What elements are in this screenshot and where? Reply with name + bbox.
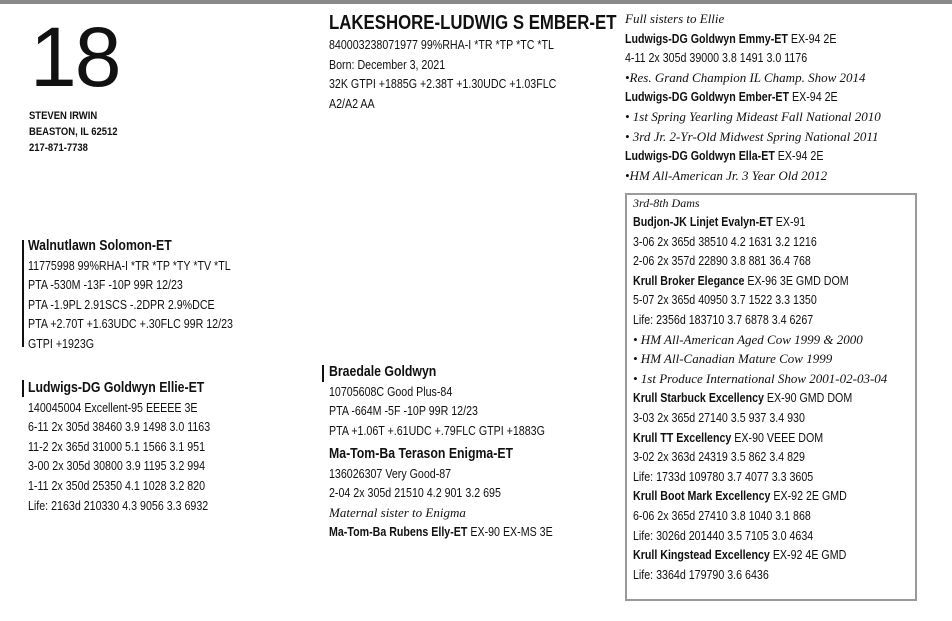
sister-entry bbox=[625, 146, 838, 166]
dam-ancestor-record: 3-06 2x 365d 38510 4.2 1631 3.2 1216 bbox=[633, 233, 817, 249]
dam-line: 1-11 2x 350d 25350 4.1 1028 3.2 820 bbox=[28, 477, 206, 493]
sister-class: EX-94 2E bbox=[787, 30, 837, 46]
dam-ancestor-award: • 1st Produce International Show 2001-02-03-04 bbox=[633, 370, 888, 386]
dam-ancestor-name: Krull Starbuck Excellency bbox=[633, 390, 764, 406]
grandsire-line: 10705608C Good Plus-84 bbox=[329, 383, 453, 399]
dam-ancestor-record: Life: 1733d 109780 3.7 4077 3.3 3605 bbox=[633, 468, 814, 484]
dam-line: 6-11 2x 305d 38460 3.9 1498 3.0 1163 bbox=[28, 419, 211, 435]
animal-name: LAKESHORE-LUDWIG S EMBER-ET bbox=[329, 12, 617, 34]
dam-ancestor-record: 3-02 2x 363d 24319 3.5 862 3.4 829 bbox=[633, 449, 805, 465]
dam-ancestor-record: Life: 3364d 179790 3.6 6436 bbox=[633, 566, 769, 582]
sister-award: •HM All-American Jr. 3 Year Old 2012 bbox=[625, 167, 828, 183]
dam-name: Ludwigs-DG Goldwyn Ellie-ET bbox=[28, 379, 205, 396]
consignor-city: BEASTON, IL 62512 bbox=[29, 126, 118, 138]
dam-ancestor-class: EX-90 VEEE DOM bbox=[731, 429, 824, 445]
dam-ancestor-record: 2-06 2x 357d 22890 3.8 881 36.4 768 bbox=[633, 253, 811, 269]
dams-list bbox=[633, 212, 900, 584]
dam-line: Life: 2163d 210330 4.3 9056 3.3 6932 bbox=[28, 497, 209, 513]
sister-award: •Res. Grand Champion IL Champ. Show 2014 bbox=[625, 69, 866, 85]
maternal-sister-name: Ma-Tom-Ba Rubens Elly-ET bbox=[329, 524, 468, 540]
grandsire-name: Braedale Goldwyn bbox=[329, 363, 437, 380]
sire-bracket bbox=[22, 240, 24, 347]
sire-line: GTPI +1923G bbox=[28, 335, 95, 351]
animal-line: 32K GTPI +1885G +2.38T +1.30UDC +1.03FLC bbox=[329, 76, 557, 92]
sister-class: EX-94 2E bbox=[774, 148, 824, 164]
dam-ancestor-entry bbox=[633, 212, 852, 232]
top-rule bbox=[0, 0, 952, 4]
dam-ancestor-name: Krull Broker Elegance bbox=[633, 272, 745, 288]
sister-award: • 1st Spring Yearling Mideast Fall National 2010 bbox=[625, 108, 881, 124]
sire-name: Walnutlawn Solomon-ET bbox=[28, 237, 172, 254]
sister-award: • 3rd Jr. 2-Yr-Old Midwest Spring National 2011 bbox=[625, 128, 879, 144]
granddam-line: 136026307 Very Good-87 bbox=[329, 465, 452, 481]
maternal-sister-heading: Maternal sister to Enigma bbox=[329, 504, 466, 520]
sister-name: Ludwigs-DG Goldwyn Ember-ET bbox=[625, 89, 790, 105]
animal-line: 840003238071977 99%RHA-I *TR *TP *TC *TL bbox=[329, 37, 554, 52]
grandsire-bracket bbox=[322, 365, 324, 382]
dam-ancestor-class: EX-90 GMD DOM bbox=[763, 390, 853, 406]
animal-block bbox=[329, 11, 671, 113]
sister-name: Ludwigs-DG Goldwyn Ella-ET bbox=[625, 148, 775, 164]
dam-ancestor-entry bbox=[633, 388, 852, 408]
dam-ancestor-entry bbox=[633, 428, 852, 448]
dam-ancestor-name: Krull TT Excellency bbox=[633, 429, 732, 445]
animal-line: Born: December 3, 2021 bbox=[329, 56, 446, 72]
dam-ancestor-record: Life: 3026d 201440 3.5 7105 3.0 4634 bbox=[633, 527, 814, 543]
grandsire-line: PTA +1.06T +.61UDC +.79FLC GTPI +1883G bbox=[329, 422, 545, 438]
dam-line: 140045004 Excellent-95 EEEEE 3E bbox=[28, 399, 198, 415]
dam-line: 3-00 2x 305d 30800 3.9 1195 3.2 994 bbox=[28, 458, 206, 474]
sire-line: PTA -530M -13F -10P 99R 12/23 bbox=[28, 277, 183, 293]
dam-ancestor-entry bbox=[633, 486, 852, 506]
dam-ancestor-record: Life: 2356d 183710 3.7 6878 3.4 6267 bbox=[633, 311, 814, 327]
sire-line: 11775998 99%RHA-I *TR *TP *TY *TV *TL bbox=[28, 257, 231, 273]
granddam-block bbox=[329, 444, 602, 542]
consignor-name: STEVEN IRWIN bbox=[29, 110, 98, 122]
maternal-sister bbox=[329, 522, 553, 542]
dam-ancestor-class: EX-92 4E GMD bbox=[769, 547, 847, 563]
dam-line: 11-2 2x 365d 31000 5.1 1566 3.1 951 bbox=[28, 438, 206, 454]
dam-ancestor-record: 5-07 2x 365d 40950 3.7 1522 3.3 1350 bbox=[633, 292, 817, 308]
grandsire-block bbox=[329, 362, 592, 440]
dam-bracket bbox=[22, 380, 24, 397]
dam-ancestor-name: Krull Boot Mark Excellency bbox=[633, 488, 771, 504]
grandsire-line: PTA -664M -5F -10P 99R 12/23 bbox=[329, 403, 478, 419]
full-sisters-heading: Full sisters to Ellie bbox=[625, 11, 725, 26]
dams-heading: 3rd-8th Dams bbox=[633, 196, 700, 210]
consignor-block bbox=[29, 108, 118, 156]
sire-line: PTA +2.70T +1.63UDC +.30FLC 99R 12/23 bbox=[28, 316, 233, 332]
dam-ancestor-entry bbox=[633, 545, 852, 565]
sire-line: PTA -1.9PL 2.91SCS -.2DPR 2.9%DCE bbox=[28, 296, 215, 312]
dam-ancestor-award: • HM All-Canadian Mature Cow 1999 bbox=[633, 351, 833, 367]
full-sisters-block bbox=[625, 9, 884, 185]
dam-block bbox=[28, 378, 250, 515]
sire-block bbox=[28, 236, 278, 354]
animal-line: A2/A2 AA bbox=[329, 95, 375, 111]
maternal-sister-class: EX-90 EX-MS 3E bbox=[467, 524, 553, 540]
dam-ancestor-award: • HM All-American Aged Cow 1999 & 2000 bbox=[633, 331, 863, 347]
consignor-phone: 217-871-7738 bbox=[29, 142, 88, 154]
granddam-line: 2-04 2x 305d 21510 4.2 901 3.2 695 bbox=[329, 485, 501, 501]
granddam-name: Ma-Tom-Ba Terason Enigma-ET bbox=[329, 445, 514, 462]
dam-ancestor-record: 6-06 2x 365d 27410 3.8 1040 3.1 868 bbox=[633, 507, 811, 523]
dam-ancestor-record: 3-03 2x 365d 27140 3.5 937 3.4 930 bbox=[633, 409, 805, 425]
dam-ancestor-name: Budjon-JK Linjet Evalyn-ET bbox=[633, 214, 773, 229]
dam-ancestor-class: EX-91 bbox=[772, 214, 806, 229]
sister-entry bbox=[625, 87, 838, 107]
dam-ancestor-class: EX-92 2E GMD bbox=[770, 488, 847, 504]
sister-line: 4-11 2x 305d 39000 3.8 1491 3.0 1176 bbox=[625, 50, 808, 66]
sister-class: EX-94 2E bbox=[789, 89, 838, 105]
sister-name: Ludwigs-DG Goldwyn Emmy-ET bbox=[625, 30, 788, 46]
sister-entry bbox=[625, 29, 838, 49]
dam-ancestor-entry bbox=[633, 271, 852, 291]
lot-number: 18 bbox=[30, 10, 120, 104]
dam-ancestor-class: EX-96 3E GMD DOM bbox=[744, 272, 849, 288]
dams-box-content bbox=[633, 195, 900, 584]
dam-ancestor-name: Krull Kingstead Excellency bbox=[633, 547, 770, 563]
